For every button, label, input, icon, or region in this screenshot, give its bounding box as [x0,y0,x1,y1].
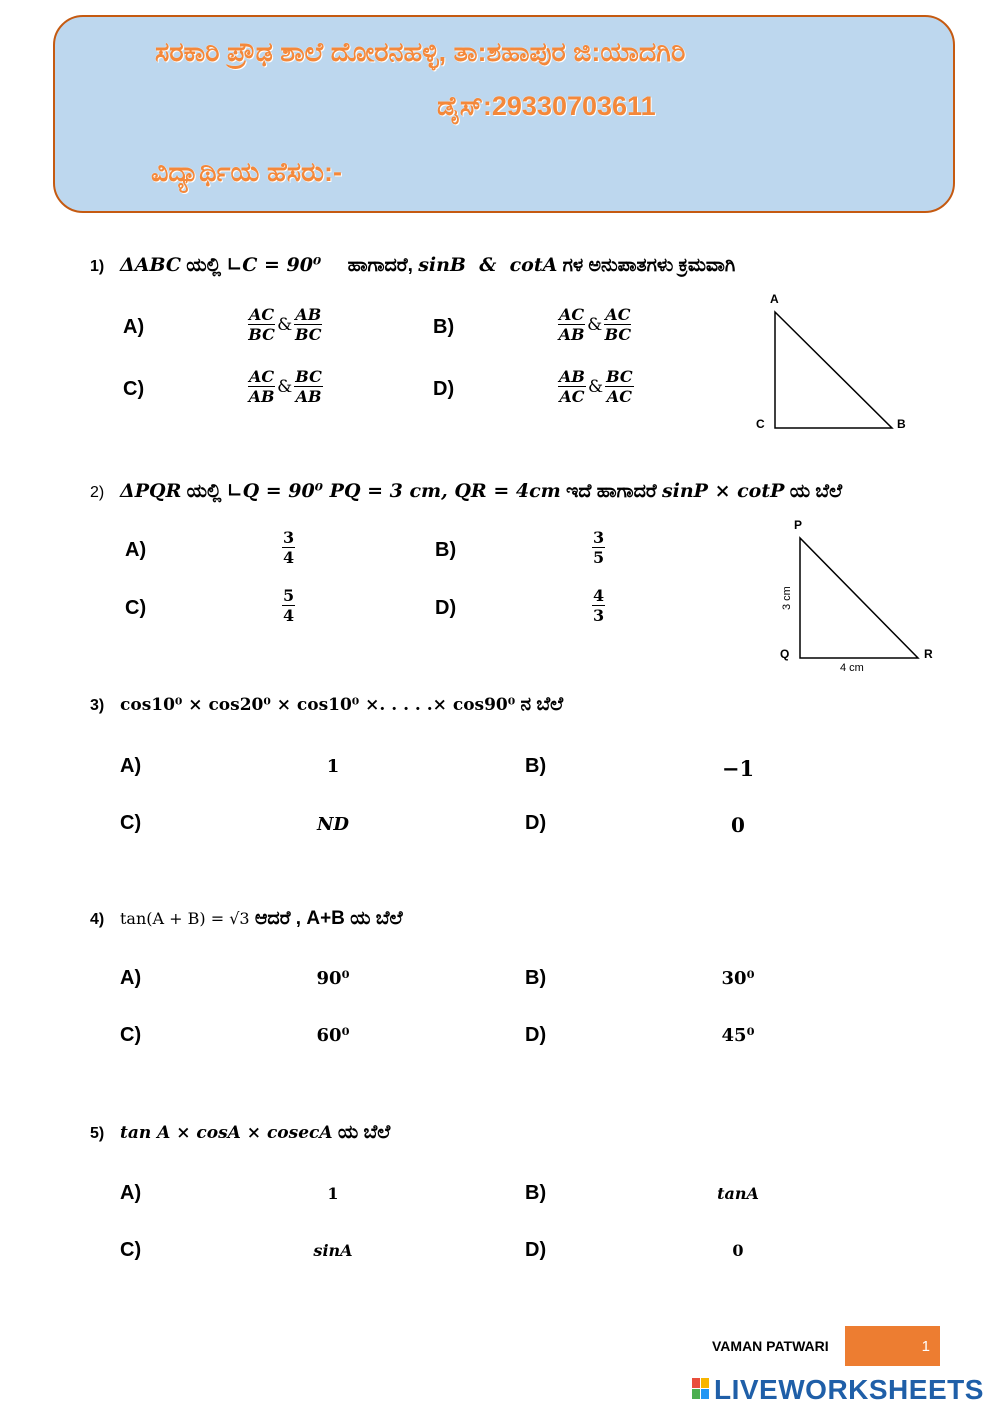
option-d-value: 0 [732,1241,744,1260]
svg-text:C: C [756,417,765,431]
option-b-value: −1 [721,756,755,781]
option-label[interactable]: C) [120,1024,142,1046]
svg-text:R: R [924,647,933,661]
q-text: ನ ಬೆಲೆ [515,694,564,715]
question-3 [90,694,563,716]
option-a-value: $\frac{3}{4}$ [283,528,295,567]
question-number: 1) [90,258,105,275]
q-math: sinP × cotP [661,480,785,502]
question-5 [90,1122,390,1144]
svg-text:3 cm: 3 cm [781,586,793,610]
option-label[interactable]: D) [435,597,457,619]
page-number: 1 [845,1326,940,1366]
q-math: ∟Q = 90⁰ PQ = 3 cm, QR = 4cm [226,480,561,502]
triangle-abc-figure [750,288,920,436]
q-math: cos10⁰ × cos20⁰ × cos10⁰ ×. . . . .× cos90⁰ [120,695,516,715]
dise-code: ಡೈಸ್:29330703611 [437,91,656,121]
q-text: ಇದೆ ಹಾಗಾದರೆ [560,481,662,502]
option-d-value: 0 [731,813,745,837]
option-label[interactable]: D) [525,1239,547,1261]
q-text: ಗಳ ಅನುಪಾತಗಳು ಕ್ರಮವಾಗಿ [557,255,736,276]
svg-text:4 cm: 4 cm [840,662,864,674]
option-d-value: 45⁰ [721,1025,755,1046]
option-b-value: $\frac{AC}{AB}$ & $\frac{AC}{BC}$ [558,305,632,344]
option-label[interactable]: D) [525,1024,547,1046]
option-a-value: 90⁰ [316,968,350,989]
option-label[interactable]: D) [433,378,455,400]
question-1 [90,254,735,277]
svg-text:Q: Q [780,647,790,661]
option-c-value: $\frac{5}{4}$ [283,586,295,625]
question-number: 3) [90,697,105,714]
option-c-value: 60⁰ [316,1025,350,1046]
option-a-value: 1 [327,1184,339,1203]
svg-text:A: A [770,292,779,306]
option-c-value: ND [316,814,350,835]
svg-text:P: P [794,518,803,532]
option-label[interactable]: A) [123,316,145,338]
option-d-value: $\frac{4}{3}$ [593,586,605,625]
option-c-value: sinA [313,1241,353,1260]
q-math: sinB & cotA [418,254,558,276]
option-label[interactable]: B) [525,1182,547,1204]
triangle-pqr-figure [770,512,940,677]
question-4 [90,908,403,930]
q-text: ಯಲ್ಲಿ [181,255,227,276]
option-label[interactable]: C) [123,378,145,400]
option-label[interactable]: B) [433,316,455,338]
option-label[interactable]: B) [525,967,547,989]
option-label[interactable]: D) [525,812,547,834]
liveworksheets-logo[interactable]: LIVEWORKSHEETS [714,1374,984,1405]
option-d-value: $\frac{AB}{AC}$ & $\frac{BC}{AC}$ [559,367,633,406]
option-b-value: tanA [717,1184,759,1203]
option-label[interactable]: C) [120,1239,142,1261]
q-text: ಯ ಬೆಲೆ [332,1122,391,1143]
option-a-value: 1 [326,756,340,777]
q-math: ΔABC [120,254,182,276]
student-name-label: ವಿದ್ಯಾರ್ಥಿಯ ಹೆಸರು:- [151,157,342,187]
q-text: ಯಲ್ಲಿ [181,481,227,502]
question-number: 2) [90,484,105,501]
option-b-value: $\frac{3}{5}$ [593,528,605,567]
option-c-value: $\frac{AC}{AB}$ & $\frac{BC}{AB}$ [248,367,322,406]
q-text: ಹಾಗಾದರೆ, [321,255,419,276]
option-label[interactable]: A) [120,967,142,989]
option-label[interactable]: A) [125,539,147,561]
q-math: ∟C = 90⁰ [226,254,322,276]
option-label[interactable]: A) [120,755,142,777]
q-math: tan A × cosA × cosecA [120,1123,333,1143]
question-2 [90,480,842,503]
question-number: 5) [90,1125,105,1142]
header-box [53,15,955,213]
option-label[interactable]: C) [120,812,142,834]
svg-text:B: B [897,417,906,431]
option-label[interactable]: C) [125,597,147,619]
q-math: tan(A + B) = √3 [120,909,250,928]
author-name: VAMAN PATWARI [712,1338,829,1354]
option-b-value: 30⁰ [721,968,755,989]
option-a-value: $\frac{AC}{BC}$ & $\frac{AB}{BC}$ [248,305,322,344]
liveworksheets-logo-icon [692,1378,710,1400]
option-label[interactable]: B) [435,539,457,561]
q-text: ಯ ಬೆಲೆ [784,481,843,502]
option-label[interactable]: B) [525,755,547,777]
q-text: ಆದರೆ , A+B ಯ ಬೆಲೆ [249,908,403,929]
question-number: 4) [90,911,105,928]
school-name: ಸರಕಾರಿ ಪ್ರೌಢ ಶಾಲೆ ದೋರನಹಳ್ಳಿ, ತಾ:ಶಹಾಪುರ ಜಿ:ಯಾದಗಿರಿ [155,37,686,67]
q-math: ΔPQR [120,480,182,502]
option-label[interactable]: A) [120,1182,142,1204]
